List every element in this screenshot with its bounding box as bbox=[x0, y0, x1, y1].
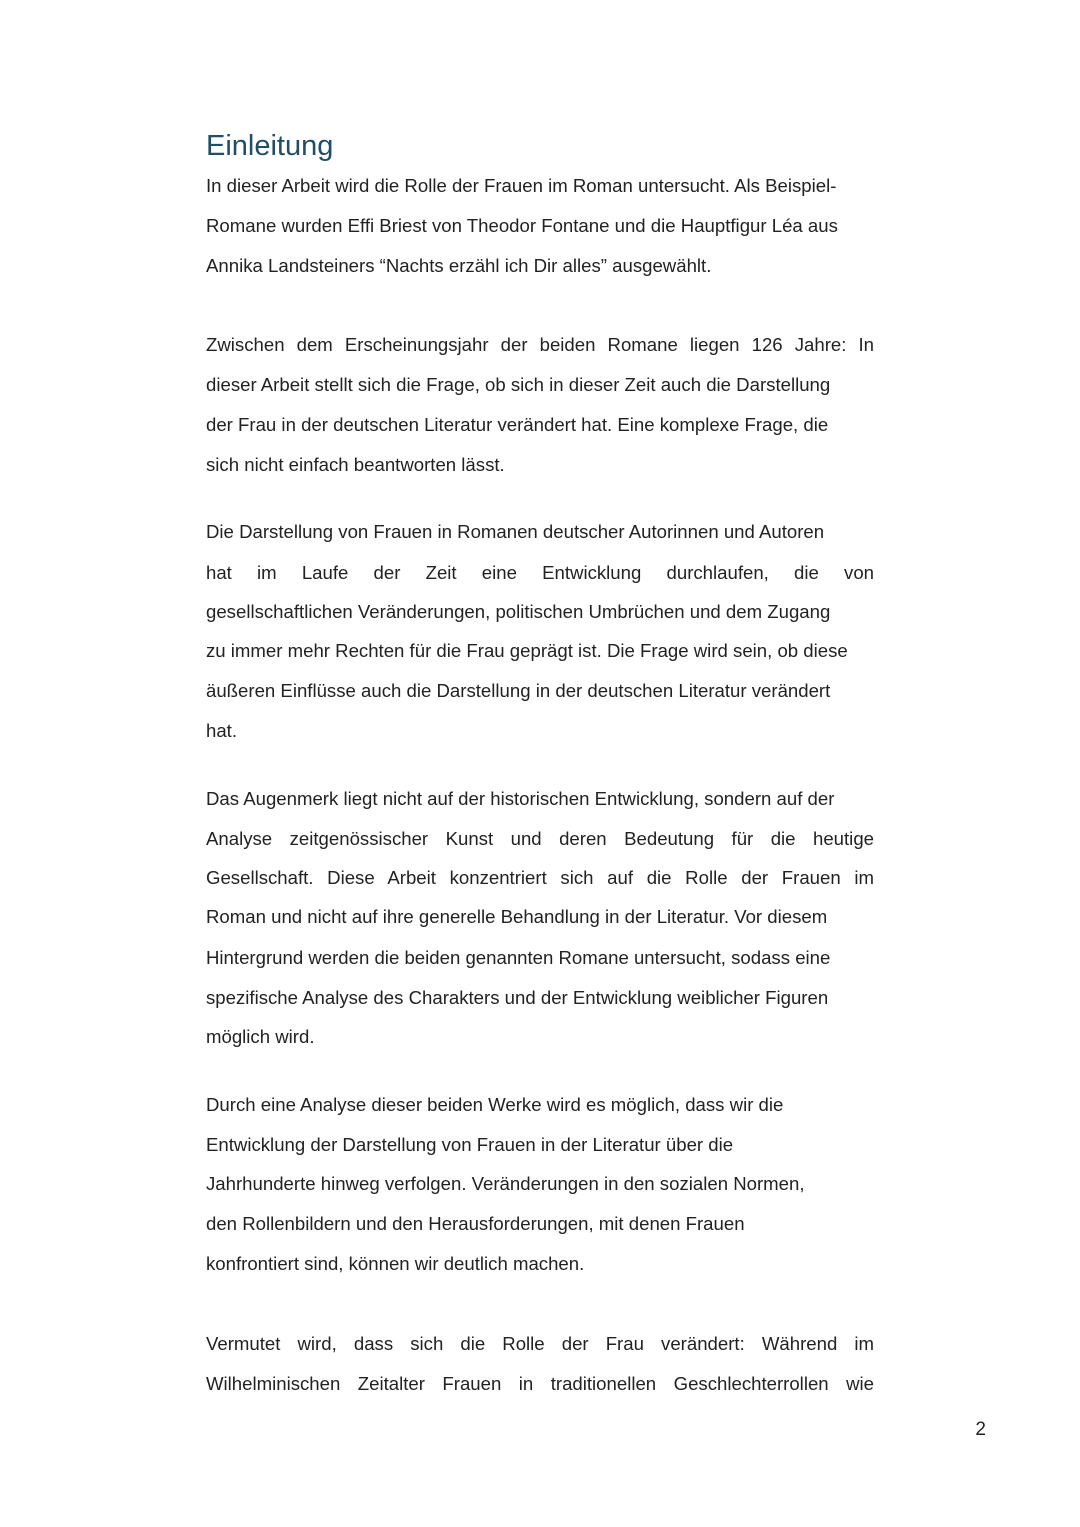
paragraph-1-line-3: Annika Landsteiners “Nachts erzähl ich Dir alles” ausgewählt. bbox=[206, 255, 712, 276]
paragraph-5-line-5: konfrontiert sind, können wir deutlich machen. bbox=[206, 1253, 585, 1274]
paragraph-2-line-4: sich nicht einfach beantworten lässt. bbox=[206, 454, 505, 475]
paragraph-5-line-2: Entwicklung der Darstellung von Frauen in der Literatur über die bbox=[206, 1134, 734, 1155]
paragraph-4-line-3: Gesellschaft. Diese Arbeit konzentriert sich auf die Rolle der Frauen im bbox=[206, 867, 874, 888]
paragraph-1-line-2: Romane wurden Effi Briest von Theodor Fontane und die Hauptfigur Léa aus bbox=[206, 215, 838, 236]
paragraph-3-line-5: äußeren Einflüsse auch die Darstellung in der deutschen Literatur verändert bbox=[206, 680, 831, 701]
paragraph-5-line-1: Durch eine Analyse dieser beiden Werke wird es möglich, dass wir die bbox=[206, 1094, 784, 1115]
paragraph-5-line-3: Jahrhunderte hinweg verfolgen. Veränderungen in den sozialen Normen, bbox=[206, 1173, 805, 1194]
paragraph-4-line-7: möglich wird. bbox=[206, 1026, 315, 1047]
paragraph-6-line-2: Wilhelminischen Zeitalter Frauen in traditionellen Geschlechterrollen wie bbox=[206, 1373, 874, 1394]
paragraph-4-line-5: Hintergrund werden die beiden genannten Romane untersucht, sodass eine bbox=[206, 947, 831, 968]
paragraph-3-line-3: gesellschaftlichen Veränderungen, politischen Umbrüchen und dem Zugang bbox=[206, 601, 831, 622]
paragraph-1-line-1: In dieser Arbeit wird die Rolle der Frauen im Roman untersucht. Als Beispiel- bbox=[206, 175, 837, 196]
paragraph-3-line-4: zu immer mehr Rechten für die Frau geprägt ist. Die Frage wird sein, ob diese bbox=[206, 640, 848, 661]
paragraph-5-line-4: den Rollenbildern und den Herausforderungen, mit denen Frauen bbox=[206, 1213, 745, 1234]
paragraph-2-line-1: Zwischen dem Erscheinungsjahr der beiden Romane liegen 126 Jahre: In bbox=[206, 334, 874, 355]
paragraph-3-line-2: hat im Laufe der Zeit eine Entwicklung durchlaufen, die von bbox=[206, 562, 874, 583]
page-number: 2 bbox=[975, 1419, 986, 1440]
paragraph-2-line-2: dieser Arbeit stellt sich die Frage, ob sich in dieser Zeit auch die Darstellung bbox=[206, 374, 831, 395]
page-heading: Einleitung bbox=[206, 130, 334, 162]
paragraph-4-line-4: Roman und nicht auf ihre generelle Behandlung in der Literatur. Vor diesem bbox=[206, 906, 828, 927]
paragraph-3-line-6: hat. bbox=[206, 720, 238, 741]
paragraph-2-line-3: der Frau in der deutschen Literatur verändert hat. Eine komplexe Frage, die bbox=[206, 414, 829, 435]
paragraph-3-line-1: Die Darstellung von Frauen in Romanen deutscher Autorinnen und Autoren bbox=[206, 521, 825, 542]
paragraph-4-line-6: spezifische Analyse des Charakters und der Entwicklung weiblicher Figuren bbox=[206, 987, 829, 1008]
paragraph-6-line-1: Vermutet wird, dass sich die Rolle der Frau verändert: Während im bbox=[206, 1333, 874, 1354]
paragraph-4-line-1: Das Augenmerk liegt nicht auf der historischen Entwicklung, sondern auf der bbox=[206, 788, 835, 809]
paragraph-4-line-2: Analyse zeitgenössischer Kunst und deren Bedeutung für die heutige bbox=[206, 828, 874, 849]
